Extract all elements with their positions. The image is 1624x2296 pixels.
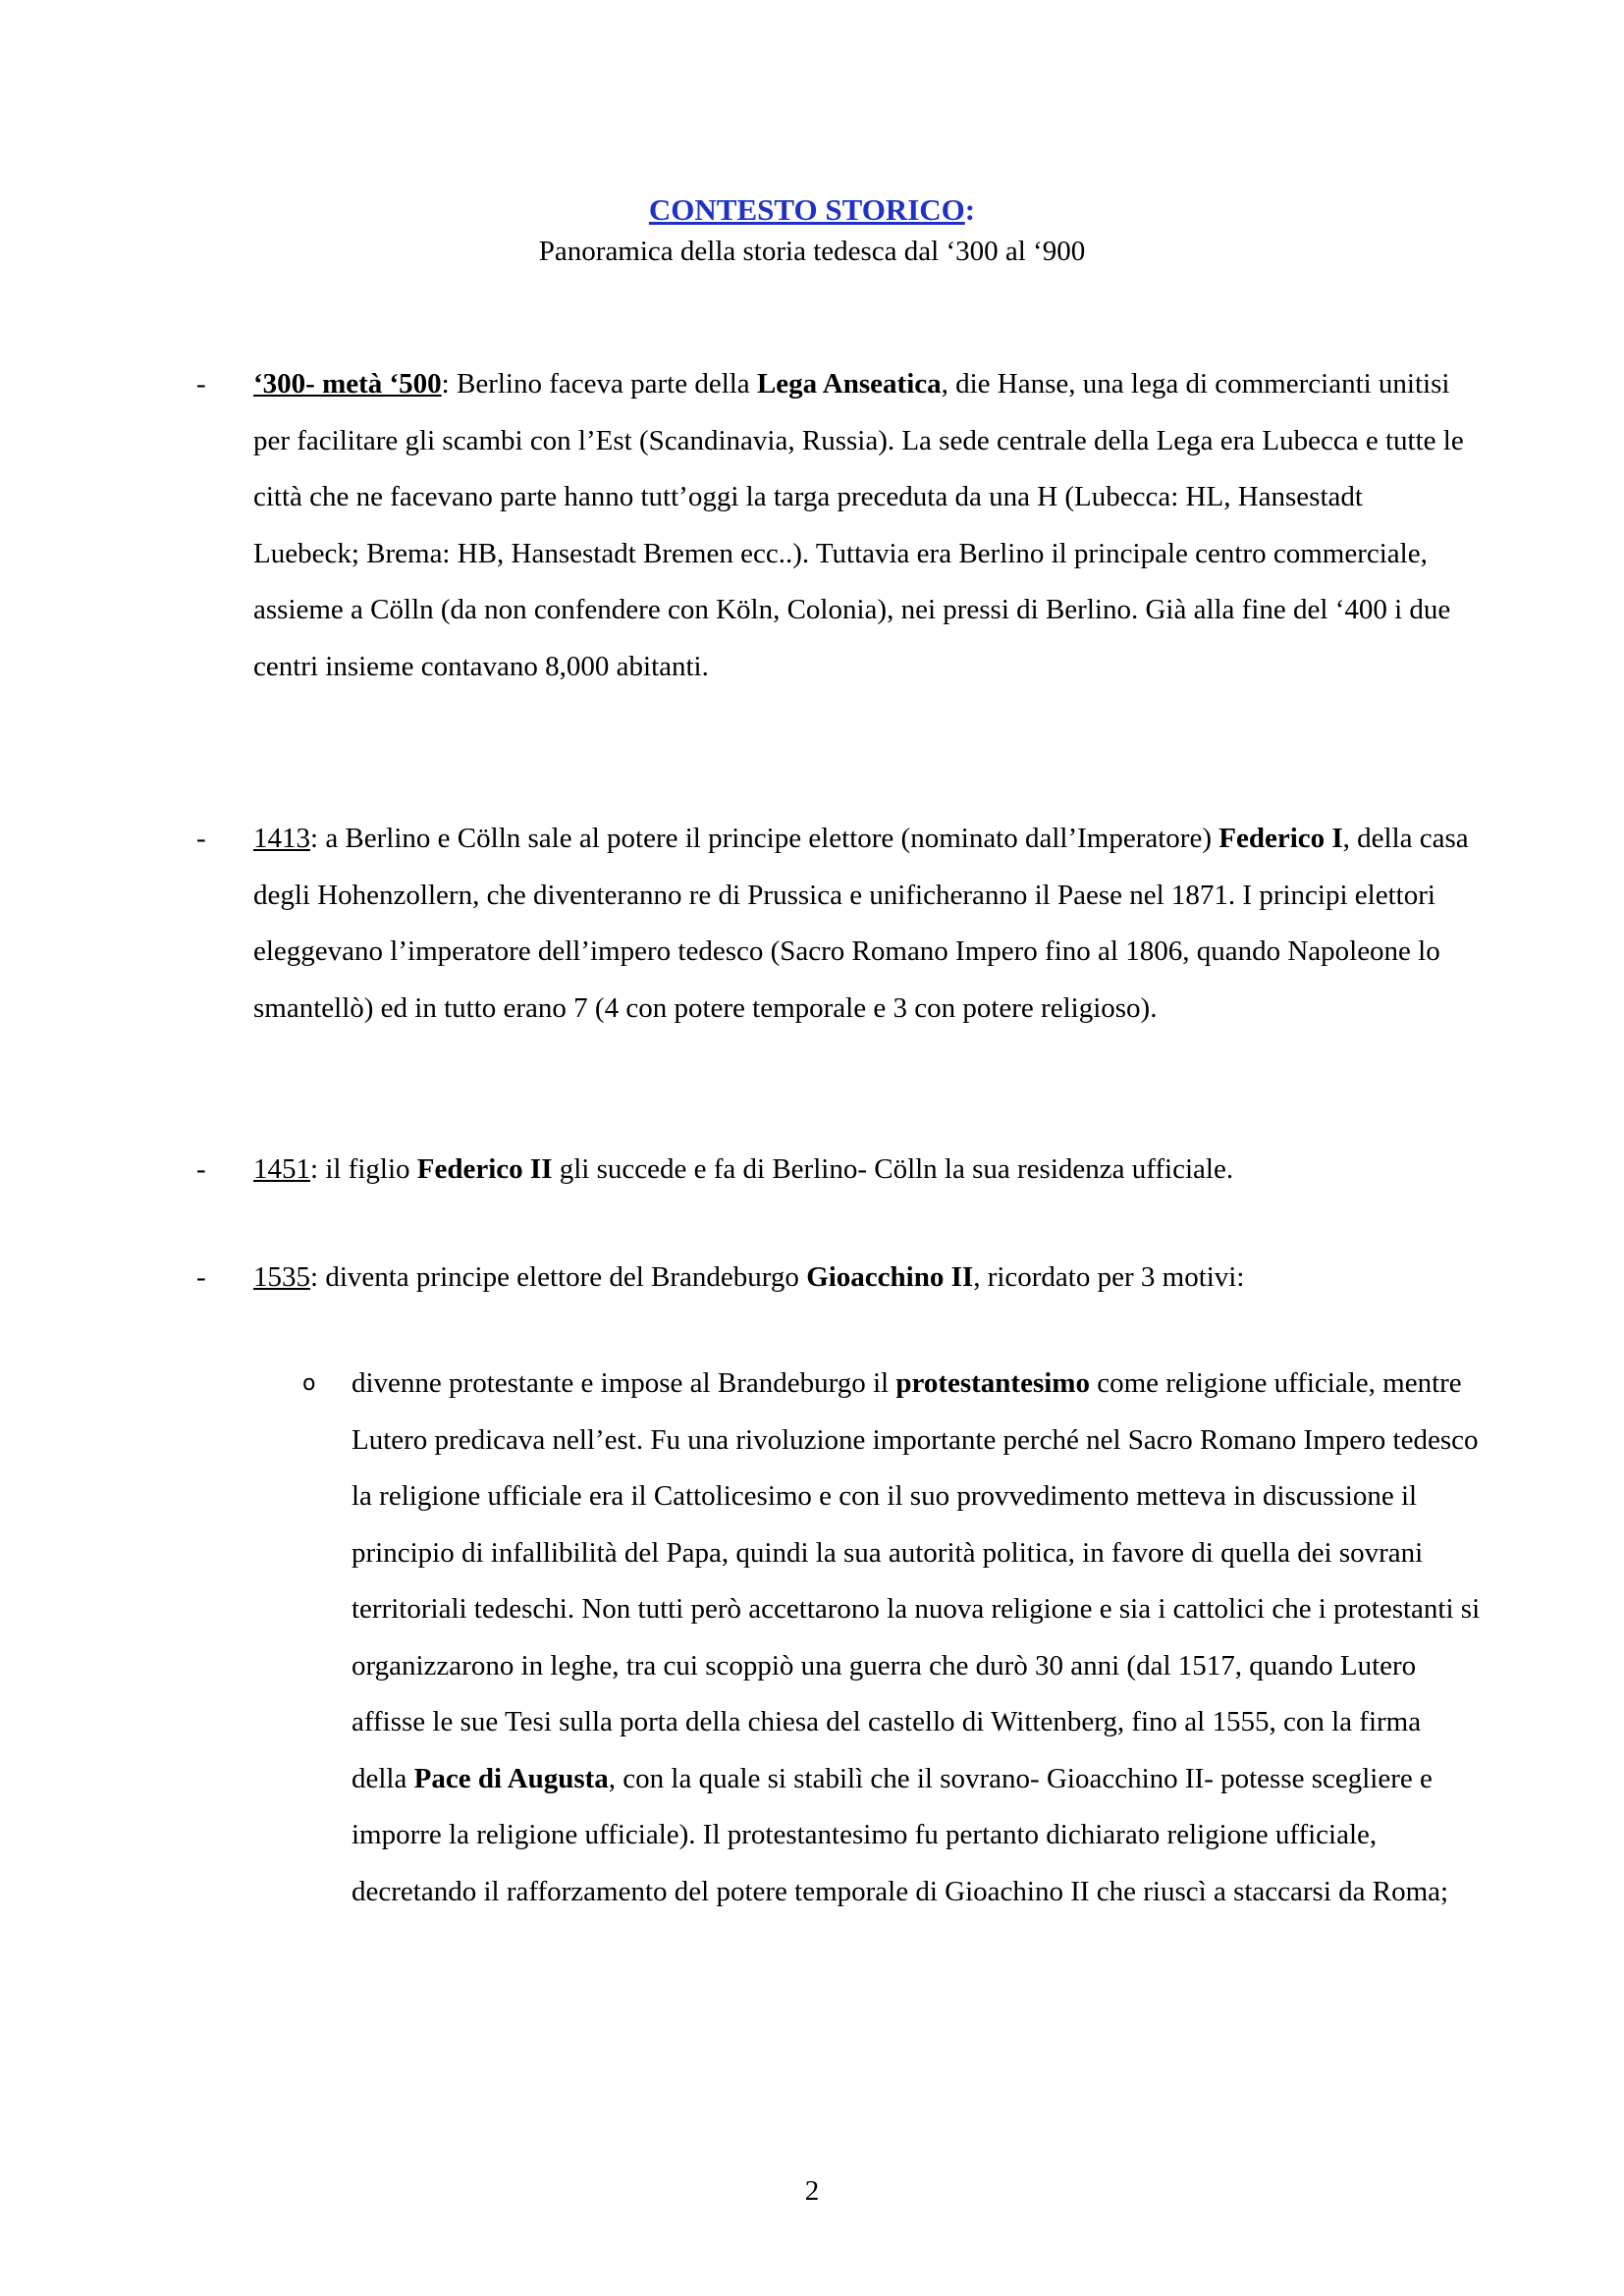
item-bold: protestantesimo bbox=[895, 1367, 1090, 1399]
circle-bullet-icon: o bbox=[302, 1371, 316, 1396]
list-dash: - bbox=[196, 1261, 206, 1293]
list-item-text bbox=[253, 811, 1476, 1037]
item-text: diventa principe elettore del Brandeburgo bbox=[318, 1261, 807, 1293]
item-text: il figlio bbox=[318, 1153, 417, 1185]
item-text: gli succede e fa di Berlino- Cölln la sua residenza ufficiale. bbox=[552, 1153, 1234, 1185]
list-item-text bbox=[253, 1142, 1476, 1199]
item-date: 1451 bbox=[253, 1153, 310, 1185]
list-item-text bbox=[253, 1250, 1476, 1307]
item-text: , die Hanse, una lega di commercianti unitisi per facilitare gli scambi con l’Est (Scandinavia, Russia). La sede centrale della Lega era Lubecca e tutte le città che ne facevano parte hanno tutt’oggi la targa preceduta da una H (Lubecca: HL, Hansestadt Luebeck; Brema: HB, Hansestadt Bremen ecc..). Tuttavia era Berlino il principale centro commerciale, assieme a Cölln (da non confendere con Köln, Colonia), nei pressi di Berlino. Già alla fine del ‘400 i due centri insieme contavano 8,000 abitanti. bbox=[253, 368, 1464, 682]
page-number: 2 bbox=[804, 2175, 820, 2207]
list-dash: - bbox=[196, 823, 206, 854]
list-item-text bbox=[253, 356, 1476, 695]
list-dash: - bbox=[196, 368, 206, 400]
title-colon: : bbox=[964, 192, 976, 227]
list-dash: - bbox=[196, 1153, 206, 1185]
item-sep: : bbox=[310, 1153, 319, 1185]
item-date: 1413 bbox=[253, 823, 310, 854]
title-link[interactable]: CONTESTO STORICO bbox=[648, 192, 965, 227]
item-bold: Lega Anseatica bbox=[756, 368, 942, 400]
item-text: come religione ufficiale, mentre Lutero predicava nell’est. Fu una rivoluzione importante perché nel Sacro Romano Impero tedesco la religione ufficiale era il Cattolicesimo e con il suo provvedimento metteva in discussione il principio di infallibilità del Papa, quindi la sua autorità politica, in favore di quella dei sovrani territoriali tedeschi. Non tutti però accettarono la nuova religione e sia i cattolici che i protestanti si organizzarono in leghe, tra cui scoppiò una guerra che durò 30 anni (dal 1517, quando Lutero affisse le sue Tesi sulla porta della chiesa del castello di Wittenberg, fino al 1555, con la firma della bbox=[352, 1367, 1481, 1794]
sub-list-item-text bbox=[352, 1356, 1481, 1920]
item-date: 1535 bbox=[253, 1261, 310, 1293]
item-text: divenne protestante e impose al Brandeburgo il bbox=[352, 1367, 896, 1399]
item-text: , ricordato per 3 motivi: bbox=[973, 1261, 1245, 1293]
item-bold: Gioacchino II bbox=[806, 1261, 974, 1293]
item-sep: : bbox=[441, 368, 450, 400]
item-bold: Federico I bbox=[1218, 823, 1343, 854]
item-sep: : bbox=[310, 823, 319, 854]
item-text: a Berlino e Cölln sale al potere il principe elettore (nominato dall’Imperatore) bbox=[318, 823, 1219, 854]
item-bold: Pace di Augusta bbox=[413, 1762, 609, 1794]
item-text: Berlino faceva parte della bbox=[449, 368, 757, 400]
item-text: , della casa degli Hohenzollern, che diventeranno re di Prussica e unificheranno il Paese nel 1871. I principi elettori eleggevano l’imperatore dell’impero tedesco (Sacro Romano Impero fino al 1806, quando Napoleone lo smantellò) ed in tutto erano 7 (4 con potere temporale e 3 con potere religioso). bbox=[253, 823, 1469, 1024]
item-text: , con la quale si stabilì che il sovrano- Gioacchino II- potesse scegliere e imporre la religione ufficiale). Il protestantesimo fu pertanto dichiarato religione ufficiale, decretando il rafforzamento del potere temporale di Gioachino II che riuscì a staccarsi da Roma; bbox=[352, 1762, 1449, 1907]
item-date: ‘300- metà ‘500 bbox=[253, 368, 442, 400]
item-sep: : bbox=[310, 1261, 319, 1293]
page-title bbox=[0, 192, 1624, 228]
page-subtitle: Panoramica della storia tedesca dal ‘300 al ‘900 bbox=[538, 236, 1086, 267]
item-bold: Federico II bbox=[416, 1153, 553, 1185]
